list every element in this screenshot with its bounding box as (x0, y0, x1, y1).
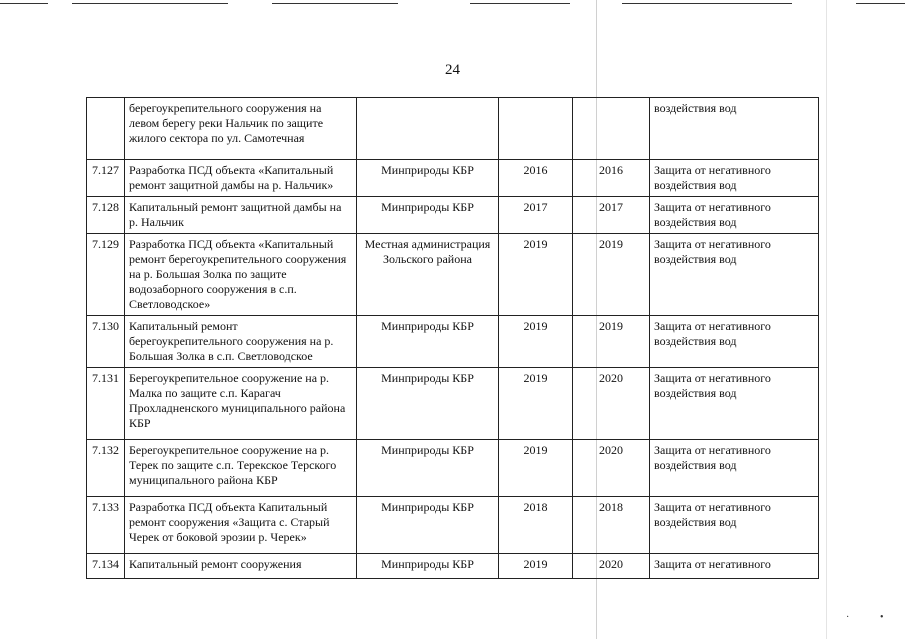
cell-executor: Минприроды КБР (357, 197, 499, 234)
cell-start: 2019 (499, 234, 573, 316)
cell-num: 7.131 (87, 368, 125, 440)
cell-executor (357, 98, 499, 160)
cell-name: Разработка ПСД объекта «Капитальный ремонт защитной дамбы на р. Нальчик» (125, 160, 357, 197)
table-row (87, 316, 819, 368)
cell-executor: Минприроды КБР (357, 160, 499, 197)
cell-goal: Защита от негативного воздействия вод (650, 234, 819, 316)
cell-end: 2017 (573, 197, 650, 234)
cell-num: 7.128 (87, 197, 125, 234)
table-row (87, 554, 819, 579)
table-row (87, 440, 819, 497)
cell-end: 2019 (573, 234, 650, 316)
cell-start: 2018 (499, 497, 573, 554)
cell-name: Разработка ПСД объекта Капитальный ремонт сооружения «Защита с. Старый Черек от боковой эрозии р. Черек» (125, 497, 357, 554)
cell-end: 2016 (573, 160, 650, 197)
cell-end: 2020 (573, 368, 650, 440)
cell-goal: Защита от негативного воздействия вод (650, 160, 819, 197)
cell-executor: Минприроды КБР (357, 440, 499, 497)
cell-executor: Минприроды КБР (357, 368, 499, 440)
scan-speck: · (846, 612, 850, 623)
cell-num: 7.129 (87, 234, 125, 316)
cell-num: 7.134 (87, 554, 125, 579)
cell-start: 2019 (499, 368, 573, 440)
cell-start: 2019 (499, 554, 573, 579)
cell-name: Берегоукрепительное сооружение на р. Малка по защите с.п. Карагач Прохладненского муниципального района КБР (125, 368, 357, 440)
cell-name: берегоукрепительного сооружения на левом берегу реки Нальчик по защите жилого сектора по ул. Самотечная (125, 98, 357, 160)
cell-num: 7.127 (87, 160, 125, 197)
table-row (87, 160, 819, 197)
cell-end: 2018 (573, 497, 650, 554)
scan-rule (272, 3, 398, 4)
cell-executor: Минприроды КБР (357, 316, 499, 368)
scan-line (826, 0, 827, 639)
cell-num: 7.133 (87, 497, 125, 554)
measures-table (86, 97, 819, 579)
scan-rule (622, 3, 792, 4)
scan-rule (856, 3, 905, 4)
scan-rule (72, 3, 228, 4)
cell-start (499, 98, 573, 160)
cell-end: 2020 (573, 440, 650, 497)
cell-start: 2019 (499, 316, 573, 368)
cell-name: Разработка ПСД объекта «Капитальный ремонт берегоукрепительного сооружения на р. Большая Золка по защите водозаборного сооружения в с.п. Светловодское» (125, 234, 357, 316)
cell-goal: Защита от негативного воздействия вод (650, 440, 819, 497)
cell-goal: Защита от негативного воздействия вод (650, 368, 819, 440)
cell-end: 2019 (573, 316, 650, 368)
scan-speck: • (880, 612, 884, 623)
cell-end (573, 98, 650, 160)
table-row (87, 234, 819, 316)
cell-start: 2019 (499, 440, 573, 497)
cell-num: 7.132 (87, 440, 125, 497)
cell-executor: Минприроды КБР (357, 554, 499, 579)
cell-num (87, 98, 125, 160)
cell-goal: Защита от негативного (650, 554, 819, 579)
cell-name: Берегоукрепительное сооружение на р. Терек по защите с.п. Терекское Терского муниципального района КБР (125, 440, 357, 497)
cell-goal: Защита от негативного воздействия вод (650, 197, 819, 234)
cell-name: Капитальный ремонт сооружения (125, 554, 357, 579)
cell-goal: Защита от негативного воздействия вод (650, 316, 819, 368)
table-row (87, 197, 819, 234)
cell-start: 2017 (499, 197, 573, 234)
cell-name: Капитальный ремонт защитной дамбы на р. Нальчик (125, 197, 357, 234)
table-row (87, 368, 819, 440)
cell-executor: Минприроды КБР (357, 497, 499, 554)
cell-goal: воздействия вод (650, 98, 819, 160)
cell-start: 2016 (499, 160, 573, 197)
scan-rule (470, 3, 570, 4)
cell-end: 2020 (573, 554, 650, 579)
cell-goal: Защита от негативного воздействия вод (650, 497, 819, 554)
table-row (87, 98, 819, 160)
cell-num: 7.130 (87, 316, 125, 368)
scan-rule (0, 3, 48, 4)
cell-name: Капитальный ремонт берегоукрепительного сооружения на р. Большая Золка в с.п. Светловодское (125, 316, 357, 368)
page-number: 24 (445, 62, 460, 78)
table-row (87, 497, 819, 554)
cell-executor: Местная администрация Зольского района (357, 234, 499, 316)
